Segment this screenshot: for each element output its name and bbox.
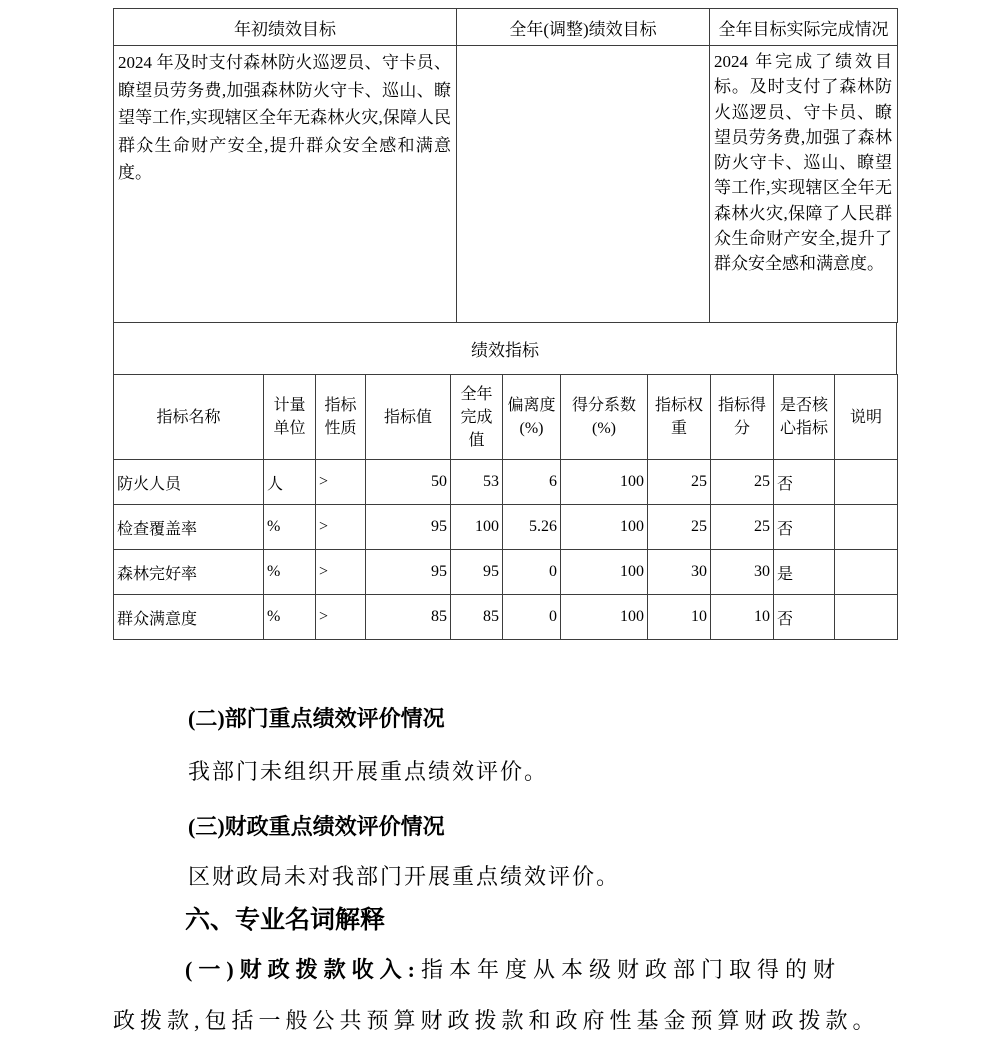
goal-actual-text: 2024 年完成了绩效目标。及时支付了森林防火巡逻员、守卡员、瞭望员劳务费,加强了森林防火守卡、巡山、瞭望等工作,实现辖区全年无森林火灾,保障了人民群众生命财产安全,提升了群众安全感和满意度。 <box>710 46 898 323</box>
cell-target: 85 <box>366 595 451 640</box>
definition-line-2: 政拨款,包括一般公共预算财政拨款和政府性基金预算财政拨款。 <box>113 1008 880 1033</box>
cell-score-coef: 100 <box>561 505 648 550</box>
goal-table-body-row <box>114 46 898 323</box>
indicator-table <box>113 374 898 640</box>
ind-header-deviation: 偏离度(%) <box>503 375 561 460</box>
table-row <box>114 460 898 505</box>
cell-note <box>835 595 898 640</box>
cell-target: 95 <box>366 505 451 550</box>
cell-unit: 人 <box>264 460 316 505</box>
cell-score: 10 <box>711 595 774 640</box>
cell-score-coef: 100 <box>561 595 648 640</box>
table-row <box>114 505 898 550</box>
ind-header-weight: 指标权重 <box>648 375 711 460</box>
cell-core: 否 <box>774 505 835 550</box>
indicator-section-title: 绩效指标 <box>113 322 897 375</box>
goal-initial-text: 2024 年及时支付森林防火巡逻员、守卡员、瞭望员劳务费,加强森林防火守卡、巡山、瞭望等工作,实现辖区全年无森林火灾,保障人民群众生命财产安全,提升群众安全感和满意度。 <box>114 46 457 323</box>
cell-score: 25 <box>711 505 774 550</box>
cell-target: 95 <box>366 550 451 595</box>
cell-deviation: 0 <box>503 595 561 640</box>
cell-completed: 100 <box>451 505 503 550</box>
ind-header-score: 指标得分 <box>711 375 774 460</box>
cell-note <box>835 505 898 550</box>
cell-nature: > <box>316 505 366 550</box>
cell-name: 防火人员 <box>114 460 264 505</box>
cell-name: 森林完好率 <box>114 550 264 595</box>
cell-core: 否 <box>774 595 835 640</box>
cell-name: 群众满意度 <box>114 595 264 640</box>
cell-core: 是 <box>774 550 835 595</box>
section-body-2: 我部门未组织开展重点绩效评价。 <box>188 759 549 784</box>
ind-header-score-coef: 得分系数(%) <box>561 375 648 460</box>
cell-deviation: 0 <box>503 550 561 595</box>
cell-unit: % <box>264 550 316 595</box>
cell-note <box>835 550 898 595</box>
ind-header-name: 指标名称 <box>114 375 264 460</box>
goal-header-adjusted: 全年(调整)绩效目标 <box>457 9 710 46</box>
cell-weight: 25 <box>648 460 711 505</box>
goal-table-header-row <box>114 9 898 46</box>
cell-nature: > <box>316 595 366 640</box>
cell-name: 检查覆盖率 <box>114 505 264 550</box>
chapter-heading: 六、专业名词解释 <box>185 906 386 934</box>
cell-score-coef: 100 <box>561 460 648 505</box>
section-body-3: 区财政局未对我部门开展重点绩效评价。 <box>188 864 621 889</box>
cell-score: 30 <box>711 550 774 595</box>
cell-core: 否 <box>774 460 835 505</box>
table-row <box>114 595 898 640</box>
goal-header-initial: 年初绩效目标 <box>114 9 457 46</box>
cell-weight: 25 <box>648 505 711 550</box>
definition-line-1 <box>185 955 841 985</box>
definition-lead: (一)财政拨款收入: <box>185 957 421 982</box>
cell-score-coef: 100 <box>561 550 648 595</box>
ind-header-completed: 全年完成值 <box>451 375 503 460</box>
section-heading-2: (二)部门重点绩效评价情况 <box>188 706 445 731</box>
ind-header-unit: 计量单位 <box>264 375 316 460</box>
ind-header-note: 说明 <box>835 375 898 460</box>
ind-header-core: 是否核心指标 <box>774 375 835 460</box>
cell-unit: % <box>264 505 316 550</box>
cell-completed: 85 <box>451 595 503 640</box>
cell-nature: > <box>316 460 366 505</box>
cell-completed: 53 <box>451 460 503 505</box>
goal-table <box>113 8 898 323</box>
ind-header-target: 指标值 <box>366 375 451 460</box>
ind-header-nature: 指标性质 <box>316 375 366 460</box>
cell-deviation: 5.26 <box>503 505 561 550</box>
cell-target: 50 <box>366 460 451 505</box>
performance-table <box>113 8 897 640</box>
cell-deviation: 6 <box>503 460 561 505</box>
goal-adjusted-text <box>457 46 710 323</box>
cell-nature: > <box>316 550 366 595</box>
definition-rest: 指本年度从本级财政部门取得的财 <box>420 957 841 982</box>
cell-completed: 95 <box>451 550 503 595</box>
table-row <box>114 550 898 595</box>
section-heading-3: (三)财政重点绩效评价情况 <box>188 814 445 839</box>
cell-weight: 10 <box>648 595 711 640</box>
cell-note <box>835 460 898 505</box>
cell-weight: 30 <box>648 550 711 595</box>
goal-header-actual: 全年目标实际完成情况 <box>710 9 898 46</box>
indicator-header-row <box>114 375 898 460</box>
cell-score: 25 <box>711 460 774 505</box>
cell-unit: % <box>264 595 316 640</box>
